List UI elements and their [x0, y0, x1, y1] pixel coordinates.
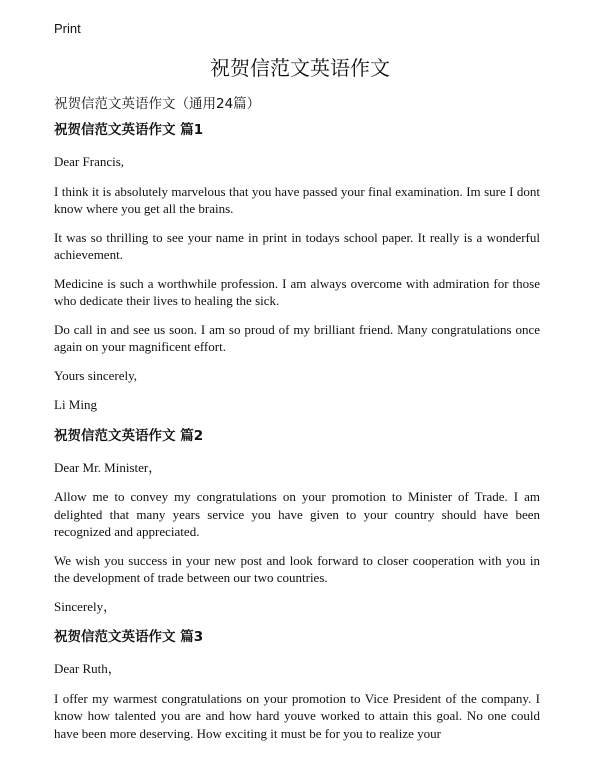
- document-subtitle: 祝贺信范文英语作文（通用24篇）: [54, 96, 261, 112]
- body-paragraph: I offer my warmest congratulations on your promotion to Vice President of the company. I know how talented you are and how hard youve worked to attain this goal. No one could have been more deserving. How exciting it must be for you to realize your: [54, 690, 540, 741]
- section-1: [54, 120, 540, 414]
- body-paragraph: It was so thrilling to see your name in print in todays school paper. It really is a wonderful achievement.: [54, 229, 540, 262]
- print-link[interactable]: Print: [54, 21, 81, 36]
- document-title: 祝贺信范文英语作文: [210, 56, 390, 80]
- salutation: Dear Ruth，: [54, 661, 121, 676]
- body-paragraph: Allow me to convey my congratulations on your promotion to Minister of Trade. I am delighted that many years service you have given to your country should have been recognized and appreciated.: [54, 489, 540, 539]
- section-heading: 祝贺信范文英语作文 篇3: [54, 629, 204, 645]
- salutation: Dear Francis,: [54, 154, 125, 169]
- body-paragraph: I think it is absolutely marvelous that you have passed your final examination. Im sure I dont know where you get all the brains.: [54, 183, 540, 216]
- signature: Li Ming: [54, 397, 97, 412]
- document-content: [54, 120, 540, 753]
- body-paragraph: Do call in and see us soon. I am so proud of my brilliant friend. Many congratulations once again on your magnificent effort.: [54, 321, 540, 354]
- closing: Yours sincerely,: [54, 367, 138, 383]
- body-paragraph: We wish you success in your new post and look forward to closer cooperation with you in the development of trade between our two countries.: [54, 552, 540, 585]
- section-3: [54, 627, 540, 742]
- section-heading: 祝贺信范文英语作文 篇1: [54, 122, 204, 138]
- salutation: Dear Mr. Minister，: [54, 459, 162, 475]
- closing: Sincerely，: [54, 598, 117, 614]
- section-heading: 祝贺信范文英语作文 篇2: [54, 427, 204, 444]
- body-paragraph: Medicine is such a worthwhile profession. I am always overcome with admiration for those who dedicate their lives to healing the sick.: [54, 275, 540, 308]
- section-2: [54, 426, 540, 616]
